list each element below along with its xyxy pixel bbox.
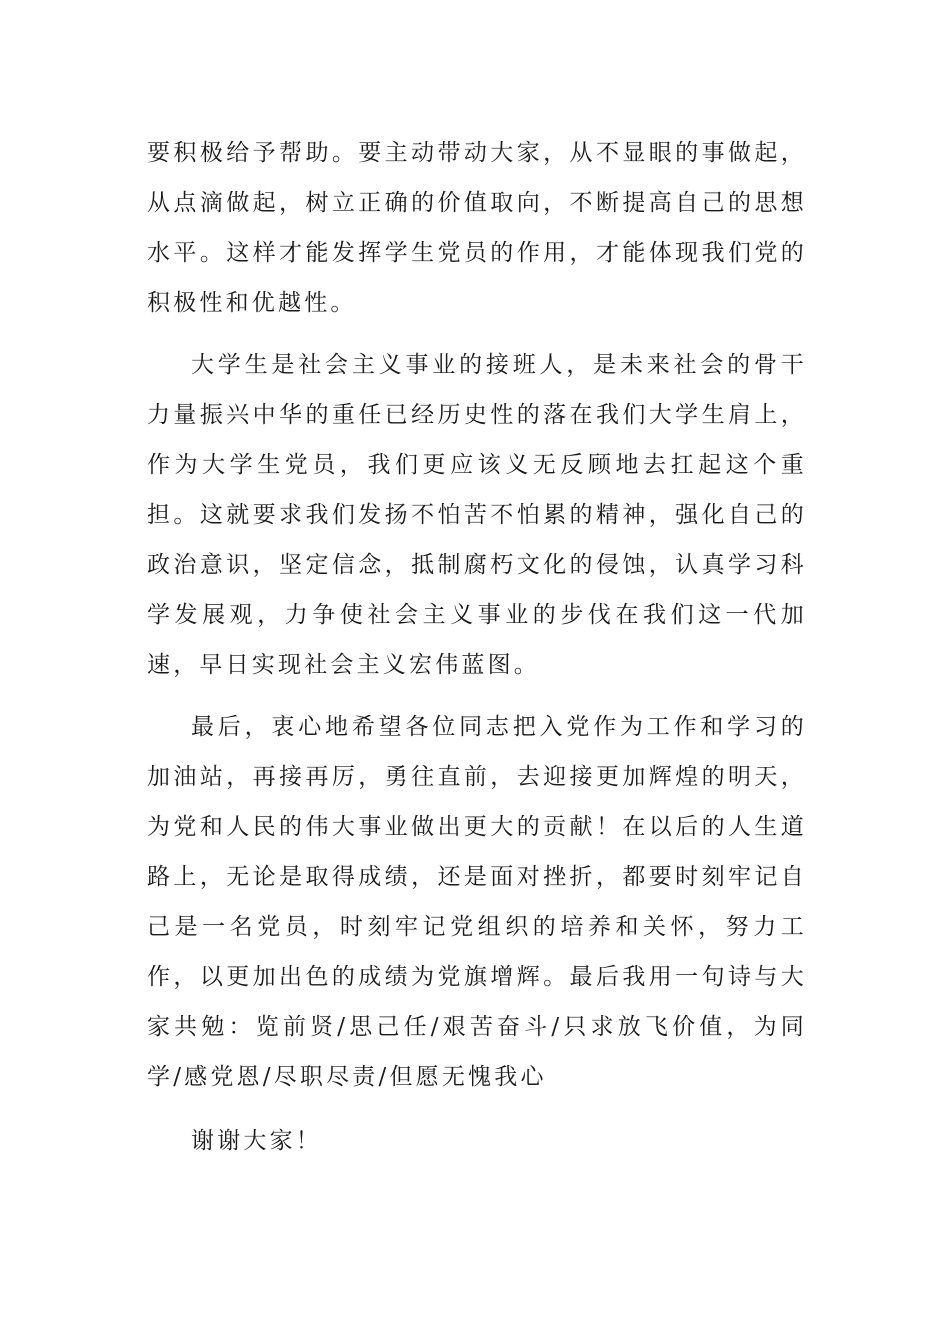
paragraph-final-wishes: 最后，衷心地希望各位同志把入党作为工作和学习的加油站，再接再厉，勇往直前，去迎接更加辉煌的明天，为党和人民的伟大事业做出更大的贡献！在以后的人生道路上，无论是取得成绩，还是面对挫折，都要时刻牢记自己是一名党员，时刻牢记党组织的培养和关怀，努力工作，以更加出色的成绩为党旗增辉。最后我用一句诗与大家共勉：览前贤/思己任/艰苦奋斗/只求放飞价值，为同学/感党恩/尽职尽责/但愿无愧我心	[147, 714, 807, 1090]
paragraph-successors: 大学生是社会主义事业的接班人，是未来社会的骨干力量振兴中华的重任已经历史性的落在我们大学生肩上，作为大学生党员，我们更应该义无反顾地去扛起这个重担。这就要求我们发扬不怕苦不怕累的精神，强化自己的政治意识，坚定信念，抵制腐朽文化的侵蚀，认真学习科学发展观，力争使社会主义事业的步伐在我们这一代加速，早日实现社会主义宏伟蓝图。	[147, 352, 807, 678]
closing-thanks: 谢谢大家！	[191, 1128, 322, 1154]
paragraph-continued: 要积极给予帮助。要主动带动大家，从不显眼的事做起，从点滴做起，树立正确的价值取向，不断提高自己的思想水平。这样才能发挥学生党员的作用，才能体现我们党的积极性和优越性。	[147, 140, 807, 316]
document-body	[147, 128, 807, 1166]
